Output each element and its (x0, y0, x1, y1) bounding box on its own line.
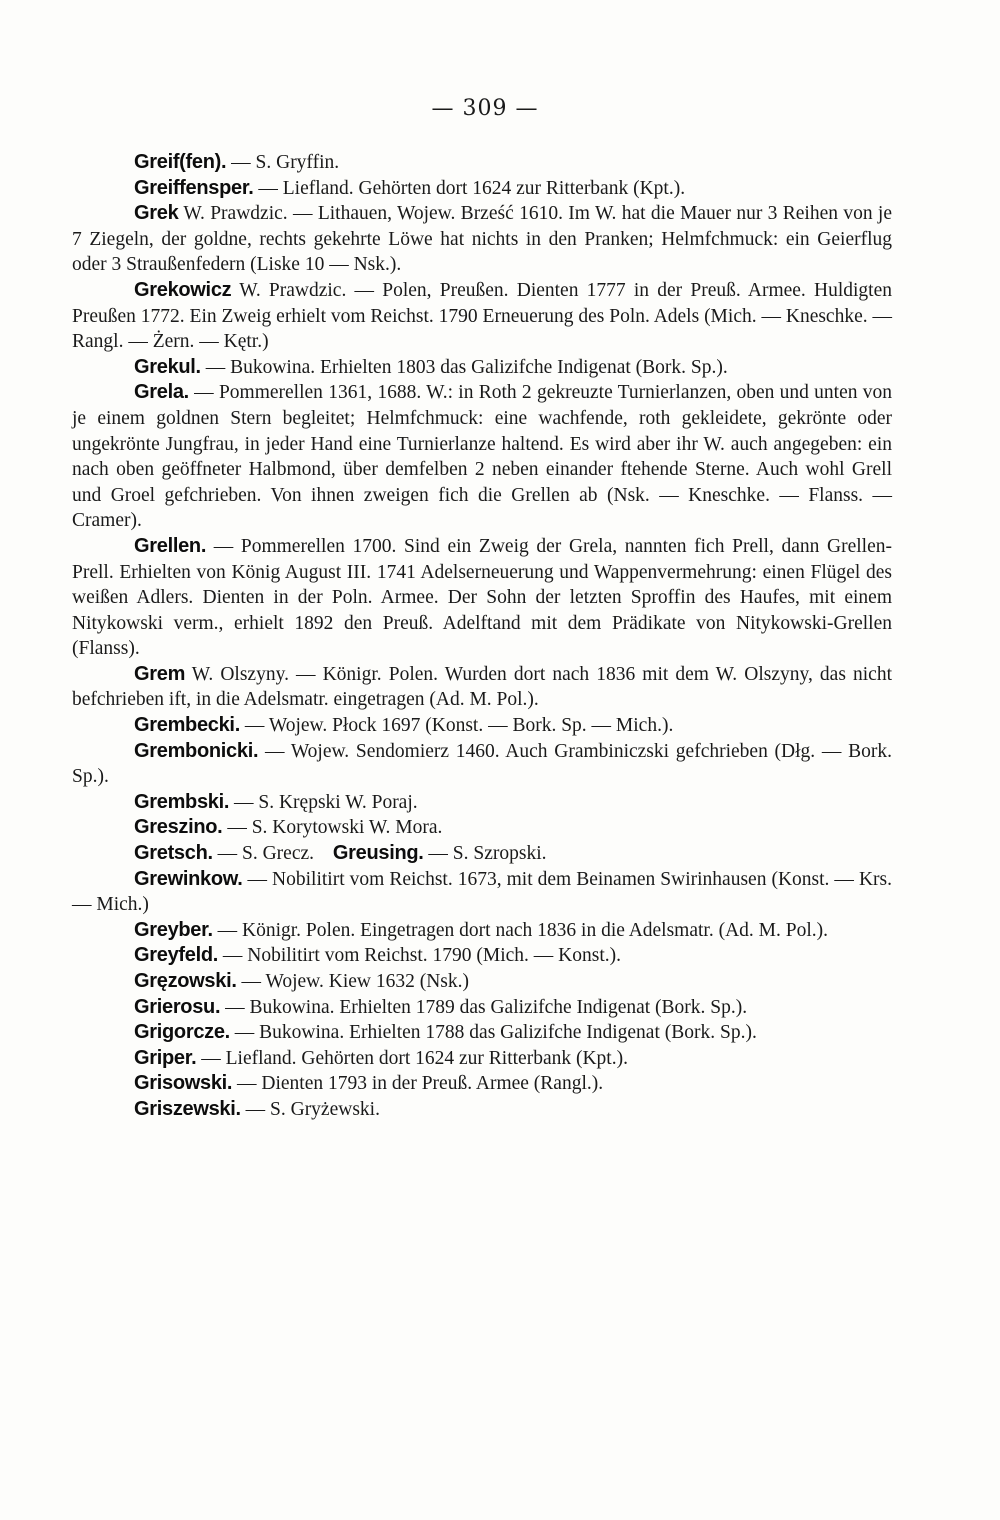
entry-headword: Greyfeld. (134, 944, 218, 967)
entry-text: — S. Szropski. (423, 843, 547, 865)
entry (72, 150, 892, 176)
entry (72, 713, 892, 739)
entry-headword: Grembonicki. (134, 739, 259, 762)
entry (72, 867, 892, 918)
entry-headword: Gręzowski. (134, 970, 237, 992)
entry-headword: Griper. (134, 1046, 197, 1069)
entry-headword: Grewinkow. (134, 867, 243, 890)
entry-headword: Grembecki. (134, 714, 240, 737)
entry-headword: Greif(fen). (134, 151, 227, 173)
entry (72, 176, 892, 202)
entry-text: — Liefland. Gehörten dort 1624 zur Ritterbank (Kpt.). (196, 1047, 628, 1069)
entry (72, 943, 892, 969)
entry-headword: Grem (134, 662, 186, 685)
entry-text: — Wojew. Kiew 1632 (Nsk.) (236, 971, 470, 992)
entry-headword: Grela. (134, 381, 189, 404)
entry (72, 841, 892, 867)
entry-text: — Pommerellen 1700. Sind ein Zweig der Grela, nannten fich Prell, dann Grellen-Prell. Erhielten von König August III. 1741 Adelserneuerung und Wappenvermehrung: einen Flügel des weißen Adlers. Dienten in der Poln. Armee. Der Sohn der letzten Sproffin des Haufes, mit einem Nitykowski verm., erhielt 1892 den Preuß. Adelftand mit dem Prädikate von Nitykowski-Grellen (Flanss). (72, 535, 892, 660)
entry (72, 1020, 892, 1046)
entry (72, 995, 892, 1021)
entry-headword: Grekowicz (134, 278, 232, 301)
entry-headword: Grellen. (134, 534, 207, 557)
entry (72, 1071, 892, 1097)
entry-headword: Griszewski. (134, 1097, 241, 1120)
entry (72, 1046, 892, 1072)
entry-text: — Pommerellen 1361, 1688. W.: in Roth 2 gekreuzte Turnierlanzen, oben und unten von je einem goldnen Stern begleitet; Helmfchmuck: eine wachfende, roth gekleidete, gekrönte oder ungekrönte Jungfrau, in jeder Hand eine Turnierlanze haltend. Es wird aber ihr W. auch angegeben: ein nach oben geöffneter Halbmond, über demfelben 2 neben einander ftehende Sterne. Auch wohl Grell und Groel gefchrieben. Von ihnen zweigen fich die Grellen ab (Nsk. — Kneschke. — Flanss. — Cramer). (72, 382, 892, 532)
entry-text: — Liefland. Gehörten dort 1624 zur Ritterbank (Kpt.). (253, 177, 686, 199)
entry-text: — Wojew. Płock 1697 (Konst. — Bork. Sp. — Mich.). (239, 715, 674, 737)
entry-list (72, 150, 892, 1123)
entry (72, 1097, 892, 1123)
entry (72, 739, 892, 790)
entry-text: — Dienten 1793 in der Preuß. Armee (Rangl.). (232, 1073, 604, 1095)
entry-text: — S. Gryffin. (226, 152, 340, 173)
entry-headword: Grisowski. (134, 1072, 233, 1095)
entry-headword: Grigorcze. (134, 1021, 230, 1044)
page-number: — 309 — (431, 96, 539, 121)
entry-headword: Grierosu. (134, 995, 221, 1018)
entry (72, 662, 892, 713)
entry-text: — S. Grecz. (212, 843, 319, 865)
entry-headword: Grekul. (134, 355, 201, 378)
entry (72, 790, 892, 816)
entry (72, 355, 892, 381)
entry-text: — Wojew. Sendomierz 1460. Auch Grambiniczski gefchrieben (Dłg. — Bork. Sp.). (72, 740, 892, 788)
entry-text: — Königr. Polen. Eingetragen dort nach 1836 in die Adelsmatr. (Ad. M. Pol.). (212, 919, 829, 941)
entry-text: — Bukowina. Erhielten 1803 das Galizifche Indigenat (Bork. Sp.). (200, 356, 728, 378)
entry-text: W. Prawdzic. — Polen, Preußen. Dienten 1777 in der Preuß. Armee. Huldigten Preußen 1772. Ein Zweig erhielt vom Reichst. 1790 Erneuerung des Poln. Adels (Mich. — Kneschke. — Rangl. — Żern. — Kętr.) (72, 279, 892, 353)
entry-headword: Grek (134, 202, 179, 225)
entry (72, 201, 892, 278)
entry (72, 815, 892, 841)
entry-text: — Bukowina. Erhielten 1788 das Galizifche Indigenat (Bork. Sp.). (229, 1022, 757, 1044)
entry-headword: Gretsch. (134, 842, 213, 865)
entry-text: — Nobilitirt vom Reichst. 1673, mit dem Beinamen Swirinhausen (Konst. — Krs. — Mich.) (72, 868, 892, 916)
entry (72, 534, 892, 662)
entry-headword: Greiffensper. (134, 176, 254, 199)
entry-text: W. Prawdzic. — Lithauen, Wojew. Brześć 1610. Im W. hat die Mauer nur 3 Reihen von je 7 Ziegeln, der goldne, rechts gekehrte Löwe hat nichts in den Pranken; Helmfchmuck: ein Geierflug oder 3 Straußenfedern (Liske 10 — Nsk.). (72, 203, 892, 276)
entry-headword: Grembski. (134, 790, 230, 813)
entry (72, 969, 892, 995)
entry (72, 918, 892, 944)
entry-text: — Nobilitirt vom Reichst. 1790 (Mich. — Konst.). (218, 945, 621, 967)
entry-text: — S. Korytowski W. Mora. (222, 817, 443, 839)
entry-headword: Greusing. (332, 842, 424, 865)
entry (72, 380, 892, 534)
entry-text: W. Olszyny. — Königr. Polen. Wurden dort nach 1836 mit dem W. Olszyny, das nicht befchrieben ift, in die Adelsmatr. eingetragen (Ad. M. Pol.). (72, 663, 892, 711)
entry-headword: Greyber. (134, 918, 213, 941)
entry-headword: Greszino. (134, 816, 223, 839)
entry-text: — S. Gryżewski. (240, 1098, 380, 1120)
entry-text: — Bukowina. Erhielten 1789 das Galizifche Indigenat (Bork. Sp.). (220, 996, 748, 1018)
entry (72, 278, 892, 355)
entry-text: — S. Krępski W. Poraj. (229, 791, 418, 813)
